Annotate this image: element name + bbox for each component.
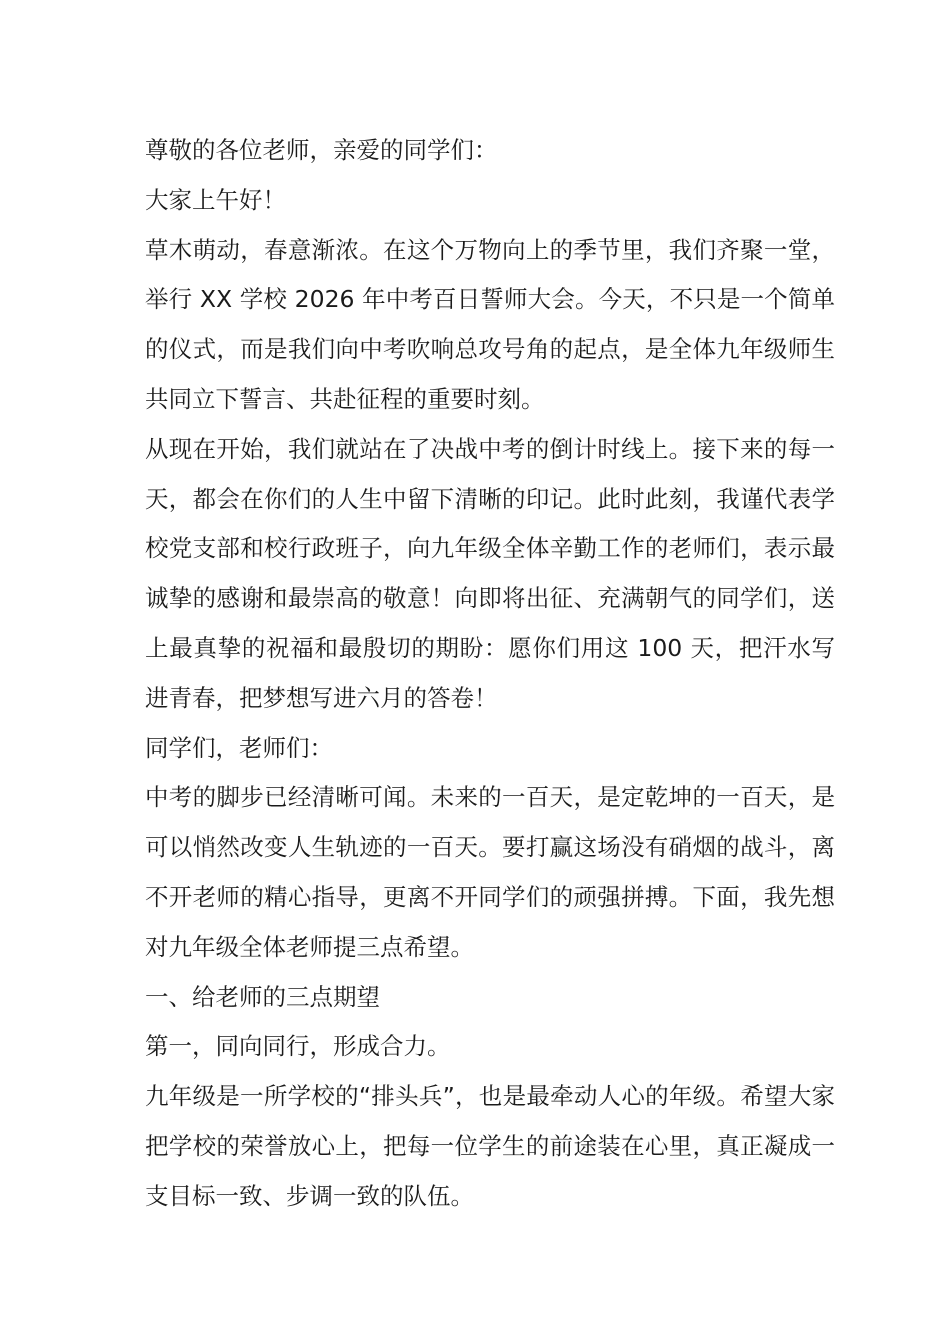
salutation: 尊敬的各位老师，亲爱的同学们： [145, 136, 498, 164]
document-body [145, 126, 835, 1222]
section-heading: 一、给老师的三点期望 [145, 982, 380, 1011]
paragraph-opening: 草木萌动，春意渐浓。在这个万物向上的季节里，我们齐聚一堂，举行 XX 学校 2026 年中考百日誓师大会。今天，不只是一个简单的仪式，而是我们向中考吹响总攻号角的起点，是全体九年级师生共同立下誓言、共赴征程的重要时刻。 [145, 235, 835, 413]
subheading-first: 第一，同向同行，形成合力。 [145, 1032, 451, 1061]
greeting: 大家上午好！ [145, 185, 286, 214]
paragraph-countdown: 从现在开始，我们就站在了决战中考的倒计时线上。接下来的每一天，都会在你们的人生中留下清晰的印记。此时此刻，我谨代表学校党支部和校行政班子，向九年级全体辛勤工作的老师们，表示最诚挚的感谢和最崇高的敬意！向即将出征、充满朝气的同学们，送上最真挚的祝福和最殷切的期盼：愿你们用这 100 天，把汗水写进青春，把梦想写进六月的答卷！ [145, 434, 835, 712]
address-line: 同学们，老师们： [145, 733, 333, 762]
paragraph-grade-nine: 九年级是一所学校的“排头兵”，也是最牵动人心的年级。希望大家把学校的荣誉放心上，把每一位学生的前途装在心里，真正凝成一支目标一致、步调一致的队伍。 [145, 1082, 835, 1210]
paragraph-hundred-days: 中考的脚步已经清晰可闻。未来的一百天，是定乾坤的一百天，是可以悄然改变人生轨迹的一百天。要打赢这场没有硝烟的战斗，离不开老师的精心指导，更离不开同学们的顽强拼搏。下面，我先想对九年级全体老师提三点希望。 [145, 783, 835, 961]
